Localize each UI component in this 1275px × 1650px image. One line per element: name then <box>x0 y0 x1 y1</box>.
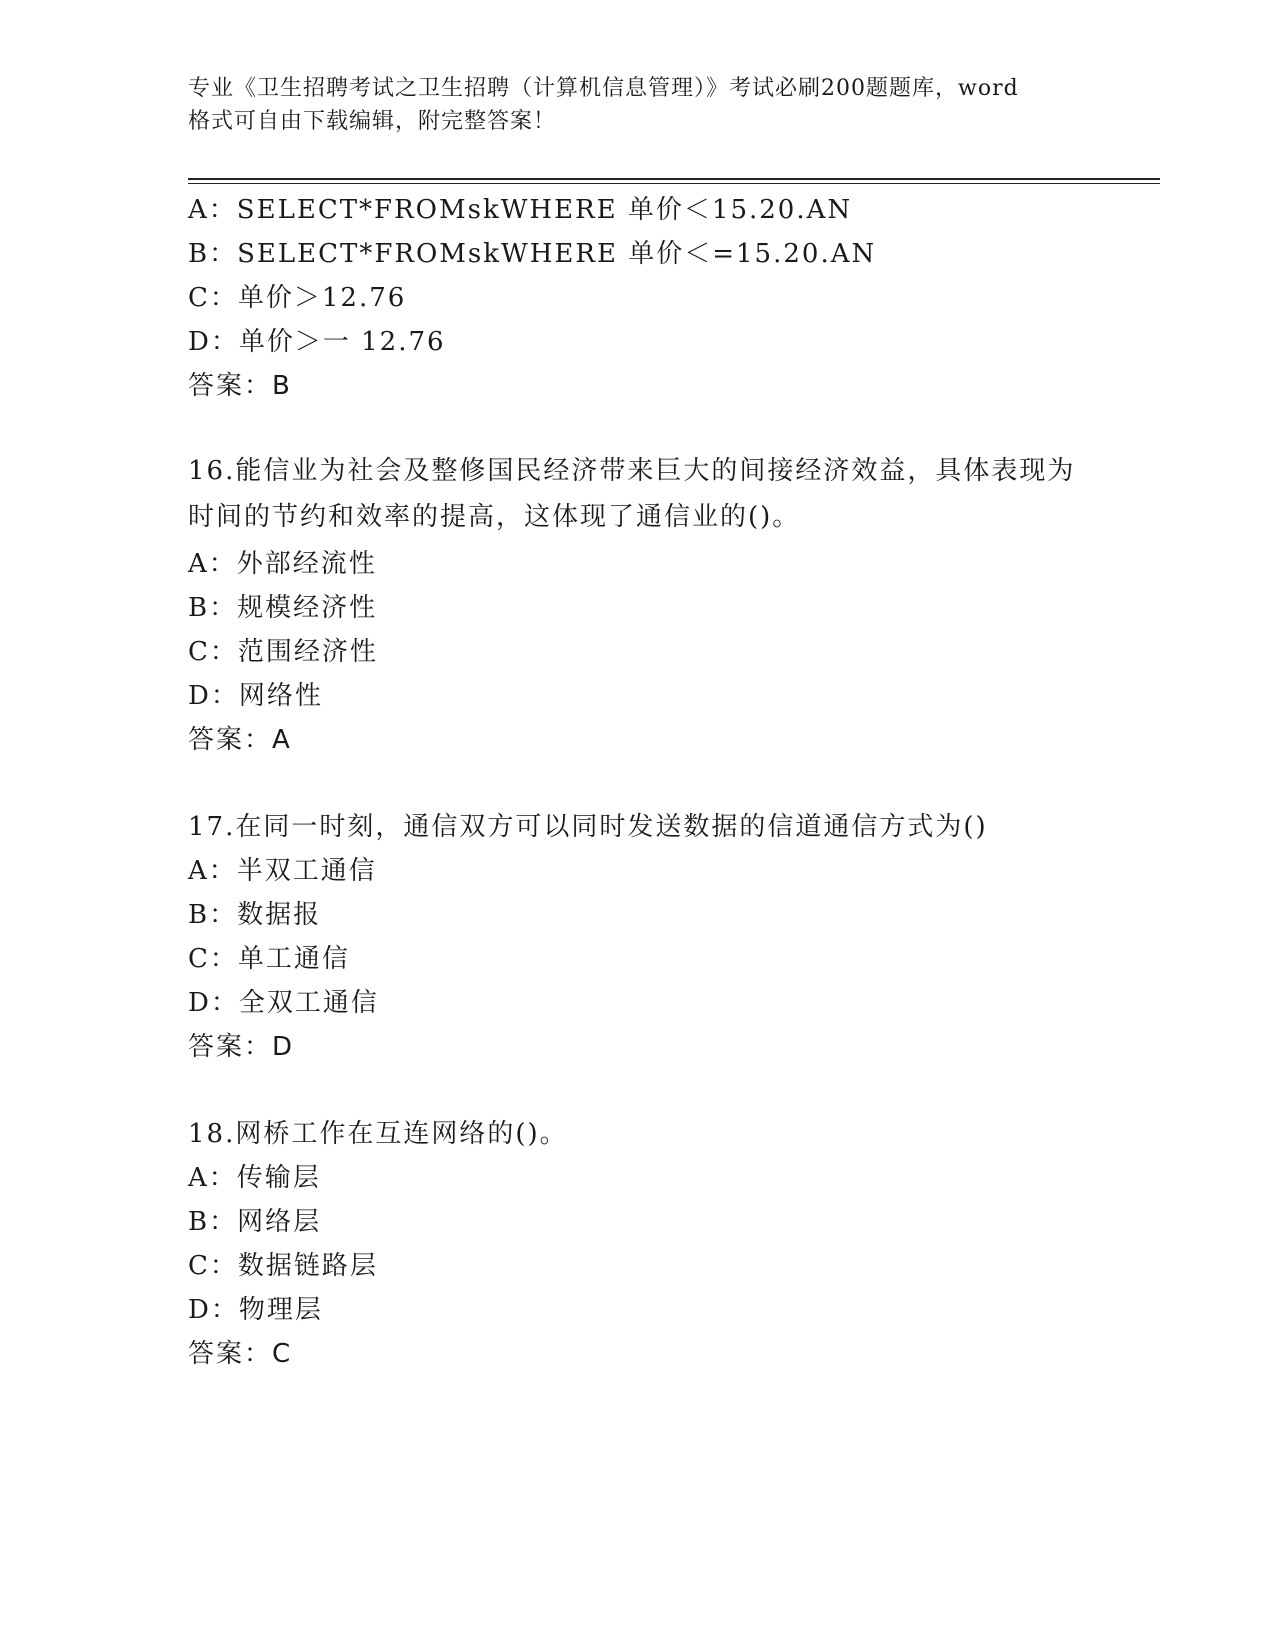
question-stem: 16.能信业为社会及整修国民经济带来巨大的间接经济效益，具体表现为时间的节约和效率的提高，这体现了通信业的()。 <box>188 456 1076 532</box>
option-d: D：单价＞一 12.76 <box>188 327 446 357</box>
option-d: D：全双工通信 <box>188 988 379 1018</box>
option-c: C：单价＞12.76 <box>188 283 407 313</box>
option-b: B：数据报 <box>188 900 322 930</box>
option-d: D：网络性 <box>188 681 323 711</box>
answer-line: 答案：D <box>188 1032 295 1062</box>
option-c: C：单工通信 <box>188 944 350 974</box>
option-c: C：数据链路层 <box>188 1251 378 1281</box>
option-c: C：范围经济性 <box>188 637 378 667</box>
header-divider-thick <box>188 178 1160 180</box>
answer-line: 答案：A <box>188 725 292 755</box>
option-b: B：SELECT*FROMskWHERE 单价＜=15.20.AN <box>188 239 877 269</box>
option-a: A：传输层 <box>188 1163 321 1193</box>
document-header <box>188 72 1088 138</box>
answer-line: 答案：B <box>188 371 292 401</box>
option-a: A：SELECT*FROMskWHERE 单价＜15.20.AN <box>188 195 853 225</box>
option-d: D：物理层 <box>188 1295 323 1325</box>
option-a: A：外部经流性 <box>188 549 377 579</box>
question-stem: 17.在同一时刻，通信双方可以同时发送数据的信道通信方式为() <box>188 812 988 842</box>
header-divider-thin <box>188 183 1160 184</box>
option-b: B：网络层 <box>188 1207 322 1237</box>
option-b: B：规模经济性 <box>188 593 378 623</box>
header-line-1: 专业《卫生招聘考试之卫生招聘（计算机信息管理）》考试必刷200题题库，word <box>188 76 1019 101</box>
question-stem: 18.网桥工作在互连网络的()。 <box>188 1119 568 1149</box>
option-a: A：半双工通信 <box>188 856 377 886</box>
answer-line: 答案：C <box>188 1339 293 1369</box>
header-line-2: 格式可自由下载编辑，附完整答案！ <box>188 109 557 134</box>
